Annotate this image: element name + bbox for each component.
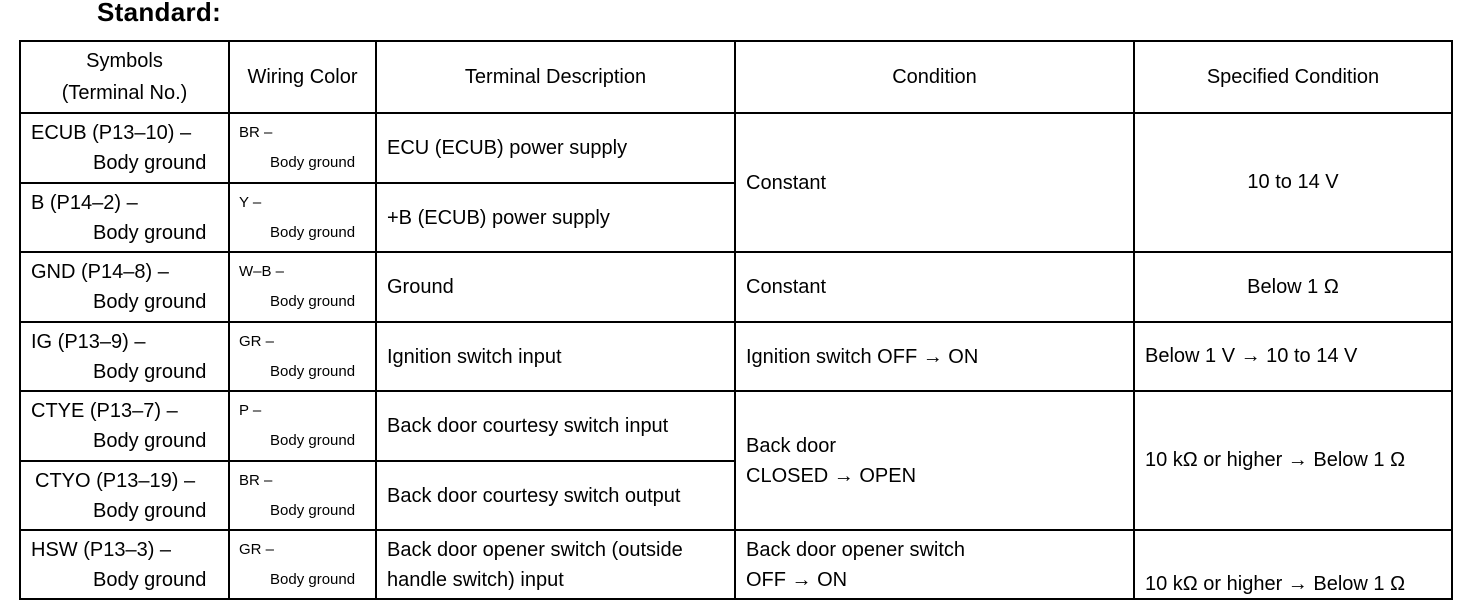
- wire-code: GR –: [239, 332, 275, 350]
- header-condition: Condition: [735, 41, 1134, 113]
- page-title: Standard:: [97, 0, 222, 27]
- wiring-color-cell: [229, 530, 376, 599]
- table-row: [20, 113, 1452, 183]
- wire-code: GR –: [239, 540, 275, 558]
- condition-cell: Constant: [735, 113, 1134, 252]
- symbol-terminal: HSW (P13–3) –: [31, 538, 172, 561]
- symbol-ground: Body ground: [93, 430, 207, 452]
- description-cell: Back door courtesy switch output: [376, 461, 735, 530]
- wiring-color-cell: [229, 461, 376, 530]
- symbol-cell: [20, 322, 229, 391]
- wiring-color-cell: [229, 322, 376, 391]
- symbol-cell: [20, 530, 229, 599]
- wire-code: BR –: [239, 124, 273, 141]
- wire-code: P –: [239, 402, 262, 419]
- specified-condition-cell: 10 kΩ or higher → Below 1 Ω: [1134, 530, 1452, 599]
- terminal-spec-table: [19, 40, 1453, 600]
- table-row: [20, 530, 1452, 599]
- wiring-color-cell: [229, 252, 376, 322]
- symbol-terminal: ECUB (P13–10) –: [31, 122, 192, 144]
- condition-line1: Back door opener switch: [746, 538, 966, 561]
- table-header-row: [20, 41, 1452, 113]
- condition-cell: [735, 530, 1134, 599]
- wire-ground: Body ground: [270, 362, 356, 380]
- specified-condition-cell: 10 kΩ or higher → Below 1 Ω: [1134, 391, 1452, 530]
- symbol-terminal: IG (P13–9) –: [31, 330, 146, 353]
- specified-condition-cell: 10 to 14 V: [1134, 113, 1452, 252]
- condition-cell: Ignition switch OFF → ON: [735, 322, 1134, 391]
- header-symbols-line2: (Terminal No.): [61, 82, 188, 104]
- wiring-color-cell: [229, 391, 376, 461]
- wire-code: Y –: [239, 193, 262, 211]
- condition-line2: CLOSED → OPEN: [746, 464, 917, 487]
- header-specified-condition: Specified Condition: [1134, 41, 1452, 113]
- wire-code: BR –: [239, 471, 273, 489]
- symbol-cell: [20, 252, 229, 322]
- symbol-terminal: CTYE (P13–7) –: [31, 400, 178, 422]
- description-cell: Ground: [376, 252, 735, 322]
- header-symbols: [20, 41, 229, 113]
- description-cell: Ignition switch input: [376, 322, 735, 391]
- wire-ground: Body ground: [270, 501, 356, 519]
- description-cell: ECU (ECUB) power supply: [376, 113, 735, 183]
- table-row: [20, 322, 1452, 391]
- header-terminal-description: Terminal Description: [376, 41, 735, 113]
- symbol-terminal: B (P14–2) –: [31, 191, 138, 214]
- description-line2: handle switch) input: [387, 568, 564, 591]
- symbol-ground: Body ground: [93, 221, 207, 244]
- symbol-terminal: CTYO (P13–19) –: [35, 469, 196, 492]
- symbol-terminal: GND (P14–8) –: [31, 261, 169, 283]
- description-cell: [376, 530, 735, 599]
- symbol-ground: Body ground: [93, 152, 207, 174]
- symbol-ground: Body ground: [93, 568, 207, 591]
- wire-ground: Body ground: [270, 293, 356, 310]
- wiring-color-cell: [229, 113, 376, 183]
- symbol-ground: Body ground: [93, 499, 207, 522]
- header-wiring-color: Wiring Color: [229, 41, 376, 113]
- symbol-cell: [20, 183, 229, 252]
- wire-ground: Body ground: [270, 223, 356, 241]
- wire-ground: Body ground: [270, 570, 356, 588]
- condition-cell: Constant: [735, 252, 1134, 322]
- condition-line2: OFF → ON: [746, 568, 848, 591]
- symbol-cell: [20, 461, 229, 530]
- specified-condition-cell: Below 1 Ω: [1134, 252, 1452, 322]
- table-row: [20, 252, 1452, 322]
- wire-ground: Body ground: [270, 432, 356, 449]
- condition-cell: [735, 391, 1134, 530]
- specified-condition-cell: Below 1 V → 10 to 14 V: [1134, 322, 1452, 391]
- wire-ground: Body ground: [270, 154, 356, 171]
- symbol-ground: Body ground: [93, 360, 207, 383]
- symbol-cell: [20, 113, 229, 183]
- condition-line1: Back door: [746, 434, 837, 457]
- header-symbols-line1: Symbols: [86, 50, 163, 72]
- symbol-cell: [20, 391, 229, 461]
- wire-code: W–B –: [239, 263, 285, 280]
- wiring-color-cell: [229, 183, 376, 252]
- symbol-ground: Body ground: [93, 291, 207, 313]
- description-cell: +B (ECUB) power supply: [376, 183, 735, 252]
- table-row: [20, 391, 1452, 461]
- description-line1: Back door opener switch (outside: [387, 538, 683, 561]
- description-cell: Back door courtesy switch input: [376, 391, 735, 461]
